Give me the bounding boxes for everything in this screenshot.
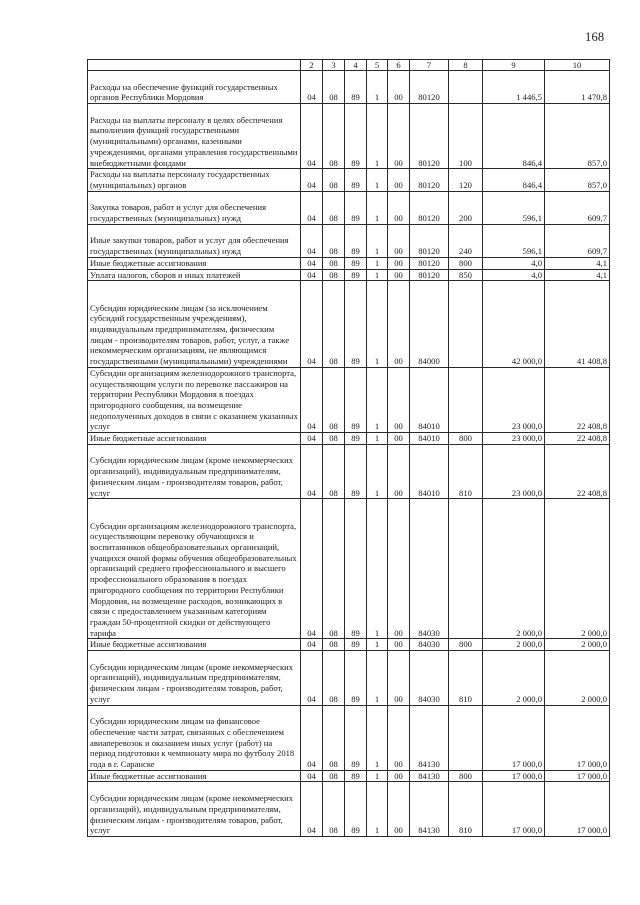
direction-code: 84030	[410, 651, 449, 706]
subprogram-code: 1	[367, 433, 388, 445]
program-code: 89	[345, 257, 367, 269]
direction-code: 84010	[410, 367, 449, 432]
expense-type-code	[449, 71, 483, 104]
amount-year-2: 41 408,8	[545, 281, 610, 368]
amount-year-2: 17 000,0	[545, 782, 610, 837]
program-code: 89	[345, 224, 367, 257]
program-code: 89	[345, 191, 367, 224]
table-row	[88, 224, 610, 257]
subprogram-code: 1	[367, 257, 388, 269]
item-name: Иные закупки товаров, работ и услуг для обеспечения государственных (муниципальных) нужд	[88, 224, 301, 257]
amount-year-1: 17 000,0	[483, 782, 545, 837]
section-code: 04	[301, 367, 323, 432]
expense-type-code	[449, 499, 483, 639]
table-row	[88, 705, 610, 770]
activity-code: 00	[388, 224, 410, 257]
item-name: Расходы на выплаты персоналу в целях обеспечения выполнения функций государственными (муниципальными) органами, казенными учреждениями, органами управления государственными внебюджетными фондами	[88, 104, 301, 169]
table-row	[88, 499, 610, 639]
subsection-code: 08	[323, 169, 345, 191]
amount-year-1: 23 000,0	[483, 367, 545, 432]
amount-year-1: 846,4	[483, 104, 545, 169]
budget-table	[87, 59, 610, 837]
item-name: Иные бюджетные ассигнования	[88, 639, 301, 651]
subprogram-code: 1	[367, 444, 388, 499]
program-code: 89	[345, 444, 367, 499]
subprogram-code: 1	[367, 281, 388, 368]
activity-code: 00	[388, 433, 410, 445]
subprogram-code: 1	[367, 651, 388, 706]
expense-type-code	[449, 281, 483, 368]
amount-year-1: 2 000,0	[483, 639, 545, 651]
amount-year-1: 17 000,0	[483, 770, 545, 782]
item-name: Субсидии юридическим лицам на финансовое обеспечение части затрат, связанных с обеспечением авиаперевозок и оказанием иных услуг (работ) на период подготовки к чемпионату мира по футболу 2018 года в г. Саранске	[88, 705, 301, 770]
activity-code: 00	[388, 782, 410, 837]
direction-code: 84000	[410, 281, 449, 368]
item-name: Субсидии юридическим лицам (кроме некоммерческих организаций), индивидуальным предпринимателям, физическим лицам - производителям товаров, работ, услуг	[88, 651, 301, 706]
section-code: 04	[301, 651, 323, 706]
item-name: Закупка товаров, работ и услуг для обеспечения государственных (муниципальных) нужд	[88, 191, 301, 224]
subprogram-code: 1	[367, 367, 388, 432]
section-code: 04	[301, 71, 323, 104]
subprogram-code: 1	[367, 639, 388, 651]
program-code: 89	[345, 499, 367, 639]
subsection-code: 08	[323, 269, 345, 281]
amount-year-1: 596,1	[483, 224, 545, 257]
subsection-code: 08	[323, 444, 345, 499]
expense-type-code: 120	[449, 169, 483, 191]
program-code: 89	[345, 169, 367, 191]
item-name: Субсидии юридическим лицам (кроме некоммерческих организаций), индивидуальным предпринимателям, физическим лицам - производителям товаров, работ, услуг	[88, 782, 301, 837]
amount-year-1: 846,4	[483, 169, 545, 191]
direction-code: 80120	[410, 169, 449, 191]
item-name: Субсидии юридическим лицам (кроме некоммерческих организаций), индивидуальным предпринимателям, физическим лицам - производителям товаров, работ, услуг	[88, 444, 301, 499]
subsection-code: 08	[323, 191, 345, 224]
direction-code: 80120	[410, 71, 449, 104]
header-row	[88, 60, 610, 71]
amount-year-2: 857,0	[545, 169, 610, 191]
activity-code: 00	[388, 191, 410, 224]
direction-code: 84130	[410, 770, 449, 782]
expense-type-code: 800	[449, 639, 483, 651]
direction-code: 80120	[410, 224, 449, 257]
activity-code: 00	[388, 104, 410, 169]
section-code: 04	[301, 770, 323, 782]
section-code: 04	[301, 433, 323, 445]
table-row	[88, 169, 610, 191]
section-code: 04	[301, 705, 323, 770]
activity-code: 00	[388, 367, 410, 432]
subsection-code: 08	[323, 367, 345, 432]
expense-type-code	[449, 705, 483, 770]
amount-year-2: 17 000,0	[545, 705, 610, 770]
amount-year-1: 4,0	[483, 257, 545, 269]
subsection-code: 08	[323, 705, 345, 770]
item-name: Иные бюджетные ассигнования	[88, 433, 301, 445]
expense-type-code: 800	[449, 257, 483, 269]
section-code: 04	[301, 191, 323, 224]
amount-year-2: 17 000,0	[545, 770, 610, 782]
table-row	[88, 651, 610, 706]
section-code: 04	[301, 444, 323, 499]
program-code: 89	[345, 651, 367, 706]
table-row	[88, 433, 610, 445]
subsection-code: 08	[323, 770, 345, 782]
amount-year-2: 2 000,0	[545, 651, 610, 706]
amount-year-2: 857,0	[545, 104, 610, 169]
program-code: 89	[345, 71, 367, 104]
activity-code: 00	[388, 269, 410, 281]
table-row	[88, 444, 610, 499]
amount-year-2: 1 470,8	[545, 71, 610, 104]
activity-code: 00	[388, 444, 410, 499]
expense-type-code: 800	[449, 433, 483, 445]
program-code: 89	[345, 770, 367, 782]
program-code: 89	[345, 639, 367, 651]
table-row	[88, 104, 610, 169]
subprogram-code: 1	[367, 770, 388, 782]
item-name: Иные бюджетные ассигнования	[88, 257, 301, 269]
activity-code: 00	[388, 499, 410, 639]
page-number: 168	[585, 30, 605, 44]
amount-year-2: 2 000,0	[545, 639, 610, 651]
expense-type-code: 810	[449, 782, 483, 837]
activity-code: 00	[388, 169, 410, 191]
section-code: 04	[301, 269, 323, 281]
direction-code: 80120	[410, 104, 449, 169]
expense-type-code: 200	[449, 191, 483, 224]
subsection-code: 08	[323, 782, 345, 837]
amount-year-1: 4,0	[483, 269, 545, 281]
program-code: 89	[345, 104, 367, 169]
activity-code: 00	[388, 281, 410, 368]
header-col-3: 3	[323, 60, 345, 71]
header-col-6: 6	[388, 60, 410, 71]
direction-code: 84130	[410, 705, 449, 770]
amount-year-2: 609,7	[545, 224, 610, 257]
subprogram-code: 1	[367, 169, 388, 191]
header-col-2: 2	[301, 60, 323, 71]
expense-type-code: 810	[449, 651, 483, 706]
amount-year-2: 609,7	[545, 191, 610, 224]
amount-year-2: 22 408,8	[545, 444, 610, 499]
section-code: 04	[301, 782, 323, 837]
direction-code: 84030	[410, 639, 449, 651]
direction-code: 84030	[410, 499, 449, 639]
section-code: 04	[301, 281, 323, 368]
header-col-9: 9	[483, 60, 545, 71]
subprogram-code: 1	[367, 224, 388, 257]
section-code: 04	[301, 257, 323, 269]
subsection-code: 08	[323, 433, 345, 445]
item-name: Уплата налогов, сборов и иных платежей	[88, 269, 301, 281]
table-row	[88, 770, 610, 782]
header-col-4: 4	[345, 60, 367, 71]
direction-code: 80120	[410, 269, 449, 281]
activity-code: 00	[388, 651, 410, 706]
table-body	[88, 71, 610, 837]
item-name: Иные бюджетные ассигнования	[88, 770, 301, 782]
program-code: 89	[345, 782, 367, 837]
subsection-code: 08	[323, 104, 345, 169]
subprogram-code: 1	[367, 705, 388, 770]
subprogram-code: 1	[367, 499, 388, 639]
amount-year-2: 4,1	[545, 257, 610, 269]
section-code: 04	[301, 104, 323, 169]
amount-year-1: 23 000,0	[483, 444, 545, 499]
section-code: 04	[301, 224, 323, 257]
item-name: Субсидии юридическим лицам (за исключением субсидий государственным учреждениям), индивидуальным предпринимателям, физическим лицам - производителям товаров, работ, услуг, а также некоммерческим организациям, не являющимся государственными (муниципальными) учреждениями	[88, 281, 301, 368]
direction-code: 84130	[410, 782, 449, 837]
table-row	[88, 639, 610, 651]
table-row	[88, 71, 610, 104]
subprogram-code: 1	[367, 782, 388, 837]
activity-code: 00	[388, 71, 410, 104]
activity-code: 00	[388, 770, 410, 782]
program-code: 89	[345, 433, 367, 445]
header-col-10: 10	[545, 60, 610, 71]
amount-year-1: 17 000,0	[483, 705, 545, 770]
table-row	[88, 269, 610, 281]
item-name: Расходы на обеспечение функций государственных органов Республики Мордовия	[88, 71, 301, 104]
direction-code: 84010	[410, 433, 449, 445]
expense-type-code: 800	[449, 770, 483, 782]
direction-code: 84010	[410, 444, 449, 499]
expense-type-code	[449, 367, 483, 432]
subsection-code: 08	[323, 257, 345, 269]
item-name: Субсидии организациям железнодорожного транспорта, осуществляющим услуги по перевозке пассажиров на территории Республики Мордовия в поездах пригородного сообщения, на возмещение недополученных доходов в связи с оказанием указанных услуг	[88, 367, 301, 432]
direction-code: 80120	[410, 257, 449, 269]
subprogram-code: 1	[367, 71, 388, 104]
program-code: 89	[345, 281, 367, 368]
subsection-code: 08	[323, 224, 345, 257]
header-col-1	[88, 60, 301, 71]
subsection-code: 08	[323, 639, 345, 651]
table-row	[88, 782, 610, 837]
header-col-5: 5	[367, 60, 388, 71]
amount-year-1: 23 000,0	[483, 433, 545, 445]
expense-type-code: 850	[449, 269, 483, 281]
item-name: Расходы на выплаты персоналу государственных (муниципальных) органов	[88, 169, 301, 191]
section-code: 04	[301, 169, 323, 191]
subsection-code: 08	[323, 281, 345, 368]
subsection-code: 08	[323, 651, 345, 706]
table-row	[88, 281, 610, 368]
amount-year-2: 4,1	[545, 269, 610, 281]
expense-type-code: 100	[449, 104, 483, 169]
direction-code: 80120	[410, 191, 449, 224]
activity-code: 00	[388, 257, 410, 269]
expense-type-code: 810	[449, 444, 483, 499]
table-row	[88, 367, 610, 432]
amount-year-1: 2 000,0	[483, 499, 545, 639]
table-row	[88, 257, 610, 269]
table-row	[88, 191, 610, 224]
subsection-code: 08	[323, 71, 345, 104]
subprogram-code: 1	[367, 269, 388, 281]
program-code: 89	[345, 269, 367, 281]
amount-year-2: 22 408,8	[545, 367, 610, 432]
amount-year-2: 22 408,8	[545, 433, 610, 445]
amount-year-1: 42 000,0	[483, 281, 545, 368]
expense-type-code: 240	[449, 224, 483, 257]
section-code: 04	[301, 639, 323, 651]
subprogram-code: 1	[367, 104, 388, 169]
amount-year-1: 596,1	[483, 191, 545, 224]
amount-year-2: 2 000,0	[545, 499, 610, 639]
program-code: 89	[345, 705, 367, 770]
amount-year-1: 1 446,5	[483, 71, 545, 104]
item-name: Субсидии организациям железнодорожного транспорта, осуществляющим перевозку обучающихся и воспитанников общеобразовательных организаций, учащихся очной формы обучения общеобразовательных организаций среднего профессионального и высшего профессионального образования в поездах пригородного сообщения по территории Республики Мордовия, на возмещение расходов, возникающих в связи с предоставлением указанным категориям граждан 50-процентной скидки от действующего тарифа	[88, 499, 301, 639]
subprogram-code: 1	[367, 191, 388, 224]
header-col-8: 8	[449, 60, 483, 71]
header-col-7: 7	[410, 60, 449, 71]
program-code: 89	[345, 367, 367, 432]
activity-code: 00	[388, 705, 410, 770]
activity-code: 00	[388, 639, 410, 651]
amount-year-1: 2 000,0	[483, 651, 545, 706]
section-code: 04	[301, 499, 323, 639]
subsection-code: 08	[323, 499, 345, 639]
